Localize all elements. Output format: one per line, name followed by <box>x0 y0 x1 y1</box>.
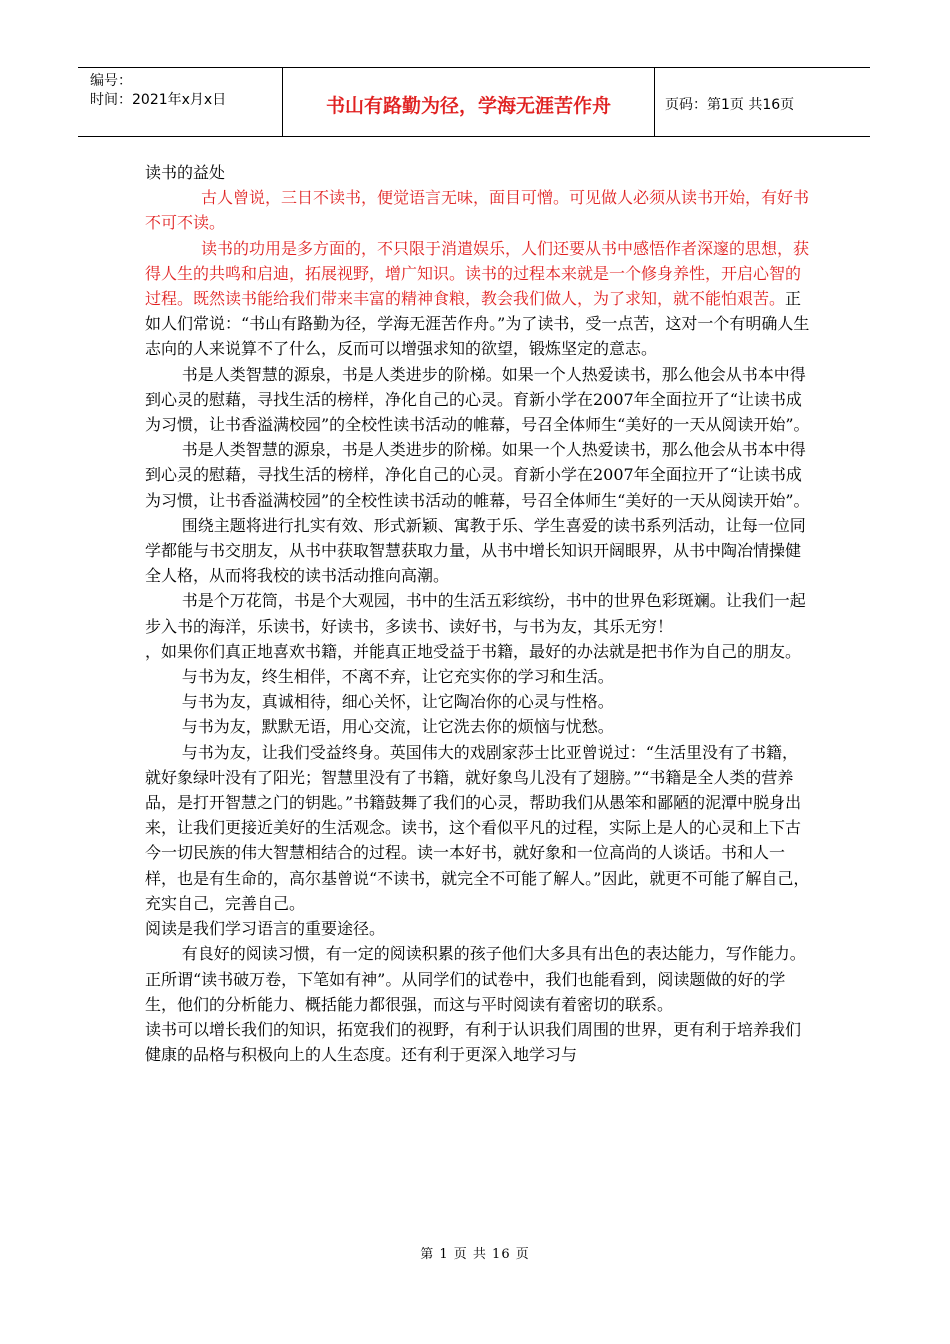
date-line: 时间：2021年x月x日 <box>90 92 227 108</box>
paragraph-13: 有良好的阅读习惯，有一定的阅读积累的孩子他们大多具有出色的表达能力，写作能力。正所谓“读书破万卷，下笔如有神”。从同学们的试卷中，我们也能看到，阅读题做的好的学生，他们的分析能力、概括能力都很强，而这与平时阅读有着密切的联系。 <box>145 944 806 1014</box>
header-page-info: 页码：第1页 共16页 <box>665 97 795 113</box>
paragraph-2 <box>145 236 813 362</box>
article-body <box>145 160 813 1067</box>
paragraph-11: 与书为友，让我们受益终身。英国伟大的戏剧家莎士比亚曾说过：“生活里没有了书籍，就好象绿叶没有了阳光；智慧里没有了书籍，就好象鸟儿没有了翅膀。”“书籍是全人类的营养品，是打开智慧之门的钥匙。”书籍鼓舞了我们的心灵，帮助我们从愚笨和鄙陋的泥潭中脱身出来，让我们更接近美好的生活观念。读书，这个看似平凡的过程，实际上是人的心灵和上下古今一切民族的伟大智慧相结合的过程。读一本好书，就好象和一位高尚的人谈话。书和人一样，也是有生命的，高尔基曾说“不读书，就完全不可能了解人。”因此，就更不可能了解自己，充实自己，完善自己。 <box>145 742 810 913</box>
paragraph-6: 书是个万花筒，书是个大观园，书中的生活五彩缤纷，书中的世界色彩斑斓。让我们一起步入书的海洋，乐读书，好读书，多读书、读好书，与书为友，其乐无穷！ <box>145 591 806 636</box>
article-title: 读书的益处 <box>145 163 226 182</box>
paragraph-1: 古人曾说，三日不读书，便觉语言无味，面目可憎。可见做人必须从读书开始，有好书不可不读。 <box>145 188 810 233</box>
paragraph-2-red: 读书的功用是多方面的，不只限于消遣娱乐，人们还要从书中感悟作者深邃的思想，获得人生的共鸣和启迪，拓展视野，增广知识。读书的过程本来就是一个修身养性，开启心智的过程。既然读书能给我们带来丰富的精神食粮，教会我们做人，为了求知，就不能怕艰苦。 <box>145 238 810 309</box>
page-footer: 第 1 页 共 16 页 <box>420 1247 530 1262</box>
serial-label: 编号： <box>90 73 132 89</box>
paragraph-9: 与书为友，真诚相待，细心关怀，让它陶冶你的心灵与性格。 <box>181 692 614 712</box>
header-motto: 书山有路勤为径，学海无涯苦作舟 <box>283 68 655 136</box>
paragraph-3: 书是人类智慧的源泉，书是人类进步的阶梯。如果一个人热爱读书，那么他会从书本中得到心灵的慰藉，寻找生活的榜样，净化自己的心灵。育新小学在2007年全面拉开了“让读书成为习惯，让书香溢满校园”的全校性读书活动的帷幕，号召全体师生“美好的一天从阅读开始”。 <box>145 364 810 435</box>
paragraph-4: 书是人类智慧的源泉，书是人类进步的阶梯。如果一个人热爱读书，那么他会从书本中得到心灵的慰藉，寻找生活的榜样，净化自己的心灵。育新小学在2007年全面拉开了“让读书成为习惯，让书香溢满校园”的全校性读书活动的帷幕，号召全体师生“美好的一天从阅读开始”。 <box>145 440 810 510</box>
paragraph-2-black: 正如人们常说：“书山有路勤为径，学海无涯苦作舟。”为了读书，受一点苦，这对一个有明确人生志向的人来说算不了什么，反而可以增强求知的欲望，锻炼坚定的意志。 <box>145 289 810 359</box>
paragraph-12: 阅读是我们学习语言的重要途径。 <box>145 919 386 939</box>
paragraph-5: 围绕主题将进行扎实有效、形式新颖、寓教于乐、学生喜爱的读书系列活动，让每一位同学都能与书交朋友，从书中获取智慧获取力量，从书中增长知识开阔眼界，从书中陶冶情操健全人格，从而将我校的读书活动推向高潮。 <box>145 515 806 586</box>
paragraph-14: 读书可以增长我们的知识，拓宽我们的视野，有利于认识我们周围的世界，更有利于培养我们健康的品格与积极向上的人生态度。还有利于更深入地学习与 <box>145 1019 802 1065</box>
paragraph-7: ，如果你们真正地喜欢书籍，并能真正地受益于书籍，最好的办法就是把书作为自己的朋友。 <box>145 641 802 661</box>
header-meta <box>78 68 283 136</box>
paragraph-8: 与书为友，终生相伴，不离不弃，让它充实你的学习和生活。 <box>181 667 614 687</box>
paragraph-10: 与书为友，默默无语，用心交流，让它洗去你的烦恼与忧愁。 <box>181 717 614 737</box>
document-header <box>78 67 870 137</box>
